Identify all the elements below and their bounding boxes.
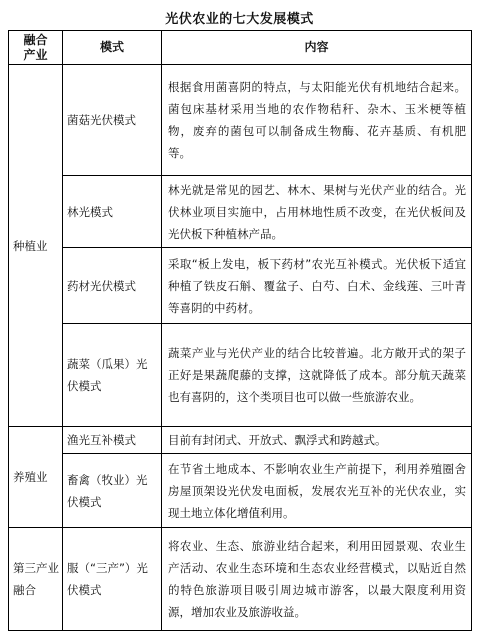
header-row [9,31,472,65]
header-industry-label: 融合 产业 [23,32,48,62]
mode-cell: 药材光伏模式 [63,248,162,324]
header-industry [9,31,63,65]
content-cell: 根据食用菌喜阴的特点，与太阳能光伏有机地结合起来。菌包床基材采用当地的农作物秸秆、杂木、玉米梗等植物，废弃的菌包可以制备成生物酶、花卉基质、有机肥等。 [162,65,472,176]
table-row [9,324,472,427]
industry-cell-tertiary: 第三产业融合 [9,528,63,631]
table-row [9,427,472,454]
header-content: 内容 [162,31,472,65]
development-modes-table [8,30,472,631]
mode-cell: 林光模式 [63,176,162,248]
mode-cell: 畜禽（牧业）光伏模式 [63,454,162,528]
table-row [9,528,472,631]
content-cell: 目前有封闭式、开放式、飘浮式和跨越式。 [162,427,472,454]
content-cell: 林光就是常见的园艺、林木、果树与光伏产业的结合。光伏林业项目实施中，占用林地性质不改变，在光伏板间及光伏板下种植林产品。 [162,176,472,248]
content-cell: 在节省土地成本、不影响农业生产前提下，利用养殖圈舍房屋顶架设光伏发电面板，发展农光互补的光伏农业，实现土地立体化增值利用。 [162,454,472,528]
table-title: 光伏农业的七大发展模式 [165,12,314,27]
content-cell: 将农业、生态、旅游业结合起来，利用田园景观、农业生产活动、农业生态环境和生态农业经营模式，以贴近自然的特色旅游项目吸引周边城市游客，以最大限度利用资源，增加农业及旅游收益。 [162,528,472,631]
industry-cell-breeding: 养殖业 [9,427,63,528]
table-row [9,454,472,528]
content-cell: 蔬菜产业与光伏产业的结合比较普遍。北方敞开式的架子正好是果蔬爬藤的支撑，这就降低了成本。部分航天蔬菜也有喜阴的，这个类项目也可以做一些旅游农业。 [162,324,472,427]
mode-cell: 蔬菜（瓜果）光伏模式 [63,324,162,427]
mode-cell: 服（“三产”）光伏模式 [63,528,162,631]
mode-cell: 菌菇光伏模式 [63,65,162,176]
header-mode: 模式 [63,31,162,65]
table-row [9,65,472,176]
industry-cell-planting: 种植业 [9,65,63,427]
table-row [9,248,472,324]
content-cell: 采取“板上发电，板下药材”农光互补模式。光伏板下适宜种植了铁皮石斛、覆盆子、白芍、白术、金线莲、三叶青等喜阴的中药材。 [162,248,472,324]
table-row [9,176,472,248]
mode-cell: 渔光互补模式 [63,427,162,454]
